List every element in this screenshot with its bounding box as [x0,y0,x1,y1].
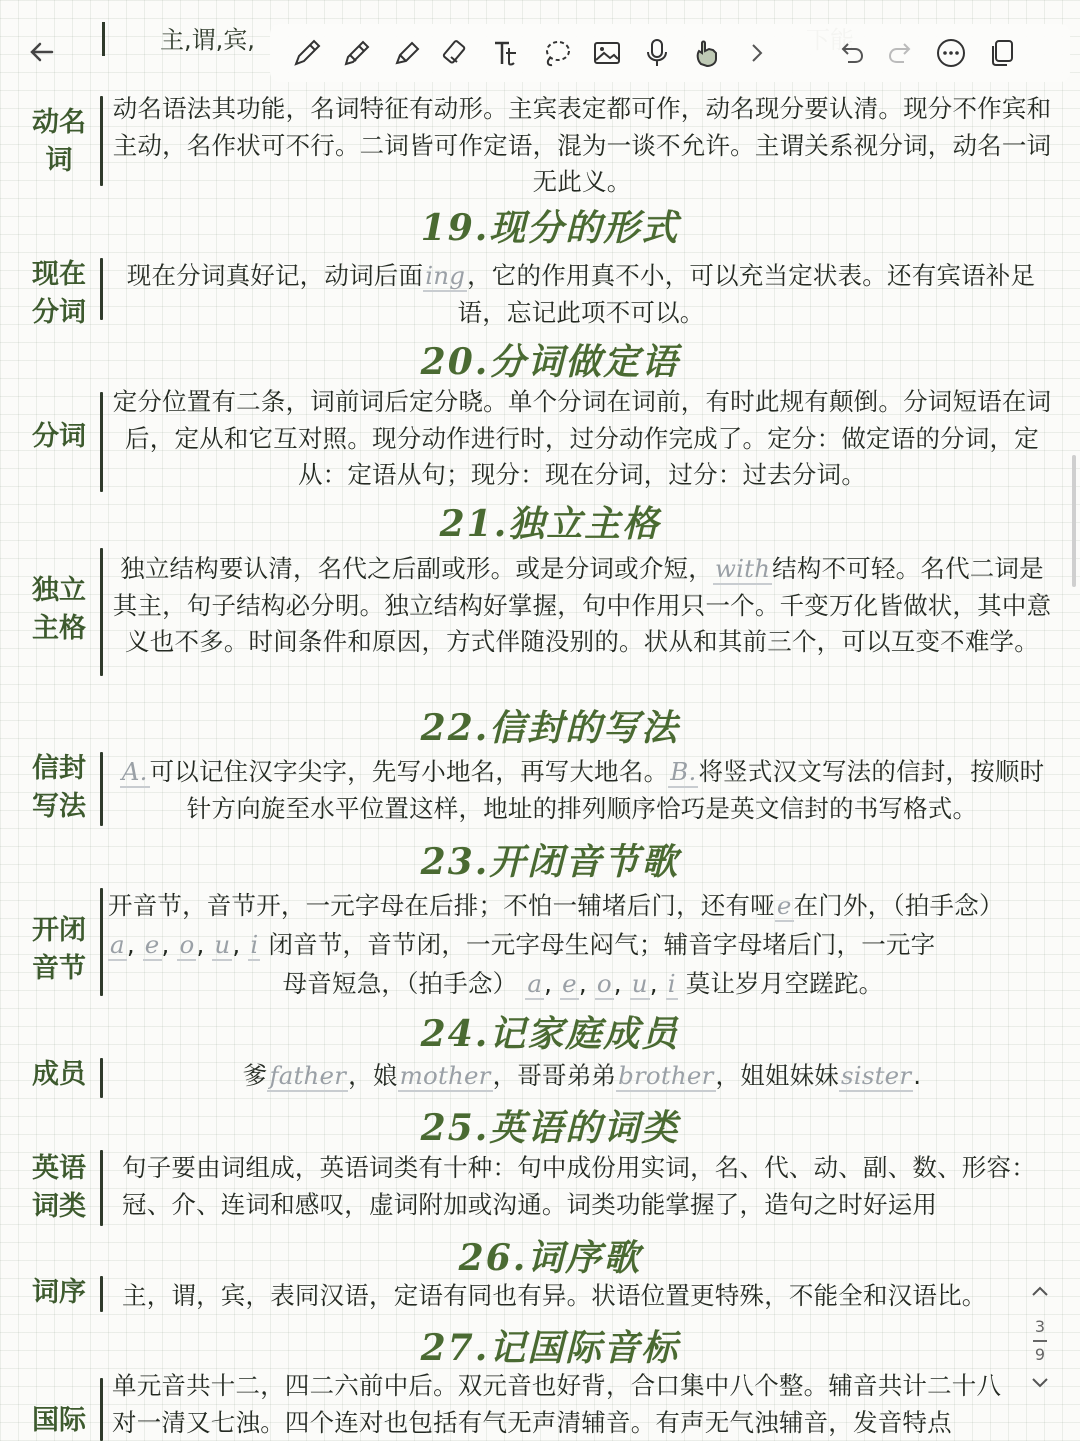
vowel-e: e [562,969,577,998]
vowel-i: i [667,969,676,998]
note-text-present-participle: 现在分词真好记，动词后面ing，它的作用真不小，可以充当定状表。还有宾语补足语，忘记此项不可以。 [126,261,1036,327]
row-divider [100,1378,103,1441]
side-label-present-participle: 现在 分词 [32,259,86,328]
vowel-a: a [110,930,125,959]
side-label-family: 成员 [32,1059,86,1090]
previous-text-peek: 主,谓,宾, [160,26,255,54]
current-page-number: 3 [1034,1317,1046,1336]
handwritten-a: A. [121,757,148,786]
row-divider [100,1150,103,1226]
heading-27: 27.记国际音标 [420,1327,680,1369]
heading-20: 20.分词做定语 [420,341,680,383]
total-page-number: 9 [1034,1345,1046,1364]
vowel-o: o [179,930,195,959]
note-text-absolute: 独立结构要认清，名代之后副或形。或是分词或介短，with结构不可轻。名代二词是其主，句子结构必分明。独立结构好掌握，句中作用只一个。千变万化皆做状，其中意义也不多。时间条件和原因，方式伴随没别的。状从和其前三个，可以互变不难学。 [112,554,1052,656]
handwritten-brother: brother [618,1061,714,1090]
microphone-icon[interactable] [632,28,682,78]
back-arrow-icon[interactable] [22,34,62,74]
chevron-down-icon[interactable] [1020,1366,1060,1406]
vowel-i: i [250,930,259,959]
undo-icon[interactable] [826,28,876,78]
highlighter-icon[interactable] [382,28,432,78]
handwritten-ing: ing [425,261,466,290]
top-toolbar-area [0,0,1080,92]
handwritten-e: e [776,891,792,920]
side-label-gerund: 动名 词 [32,107,86,176]
row-divider [100,258,103,320]
vowel-e: e [144,930,160,959]
pages-icon[interactable] [976,28,1026,78]
row-divider [100,548,103,676]
touch-draw-icon[interactable] [682,28,732,78]
drawing-toolbar [270,24,1070,82]
side-label-parts-of-speech: 英语 词类 [32,1153,86,1222]
chevron-right-icon[interactable] [732,28,782,78]
side-label-word-order: 词序 [32,1277,86,1308]
row-divider [100,392,103,492]
note-text-syllable: 开音节，音节开，一元字母在后排；不怕一辅堵后门，还有哑e在门外，（拍手念） a, e, o, u, i 闭音节，音节闭，一元字母生闷气；辅音字母堵后门，一元字 母音短急，（拍手念） a, e, o, u, i 莫让岁月空蹉跎。 [108,891,1004,998]
note-text-participle: 定分位置有二条，词前词后定分晓。单个分词在词前，有时此规有颠倒。分词短语在词后，定从和它互对照。现分动作进行时，过分动作完成了。定分：做定语的分词，定从：定语从句；现分：现在分词，过分：过去分词。 [112,387,1052,489]
note-text-gerund: 动名语法其功能，名词特征有动形。主宾表定都可作，动名现分要认清。现分不作宾和主动，名作状可不行。二词皆可作定语，混为一谈不允许。主谓关系视分词，动名一词无此义。 [112,94,1052,196]
note-text-word-order: 主，谓，宾，表同汉语，定语有同也有异。状语位置更特殊，不能全和汉语比。 [122,1281,987,1310]
heading-22: 22.信封的写法 [420,707,680,749]
row-divider [100,1276,103,1312]
note-text-envelope: A.可以记住汉字尖字，先写小地名，再写大地名。B.将竖式汉文写法的信封，按顺时针方向旋至水平位置这样，地址的排列顺序恰巧是英文信封的书写格式。 [121,757,1045,823]
pen-icon[interactable] [282,28,332,78]
note-text-family: 爹father，娘mother，哥哥弟弟brother，姐姐妹妹sister. [242,1061,922,1090]
handwritten-with: with [714,554,771,583]
heading-24: 24.记家庭成员 [420,1013,680,1055]
heading-19: 19.现分的形式 [420,207,680,249]
vowel-a: a [527,969,543,998]
redo-icon[interactable] [876,28,926,78]
handwritten-mother: mother [399,1061,491,1090]
text-tool-icon[interactable] [482,28,532,78]
heading-21: 21.独立主格 [439,503,661,545]
heading-26: 26.词序歌 [458,1237,642,1279]
row-divider [100,752,103,826]
side-label-absolute: 独立 主格 [32,575,86,644]
page-navigator [1020,1276,1060,1436]
handwritten-sister: sister [841,1061,912,1090]
handwritten-father: father [269,1061,347,1090]
vowel-o: o [596,969,612,998]
scrollbar[interactable] [1072,455,1076,587]
heading-25: 25.英语的词类 [420,1107,680,1149]
vowel-u: u [214,930,231,959]
side-label-syllable: 开闭 音节 [32,915,86,984]
lasso-icon[interactable] [532,28,582,78]
side-label-phonetic: 国际 [32,1405,86,1436]
note-text-phonetic: 单元音共十二，四二六前中后。双元音也好背，合口集中八个整。辅音共计二十八对一清又七浊。四个连对也包括有气无声清辅音。有声无气浊辅音，发音特点 [112,1371,1002,1437]
heading-23: 23.开闭音节歌 [420,841,680,883]
row-divider [100,96,103,186]
row-divider [100,1058,103,1098]
note-text-parts-of-speech: 句子要由词组成，英语词类有十种：句中成份用实词，名、代、动、副、数、形容：冠、介、连词和感叹，虚词附加或沟通。词类功能掌握了，造句之时好运用 [122,1153,1036,1219]
row-divider [100,888,103,996]
image-icon[interactable] [582,28,632,78]
handwritten-b: B. [670,757,697,786]
vowel-u: u [631,969,648,998]
side-label-participle: 分词 [32,421,86,452]
side-label-envelope: 信封 写法 [32,753,86,822]
column-divider [102,22,105,56]
pencil-icon[interactable] [332,28,382,78]
chevron-up-icon[interactable] [1020,1276,1060,1316]
more-icon[interactable] [926,28,976,78]
eraser-icon[interactable] [432,28,482,78]
